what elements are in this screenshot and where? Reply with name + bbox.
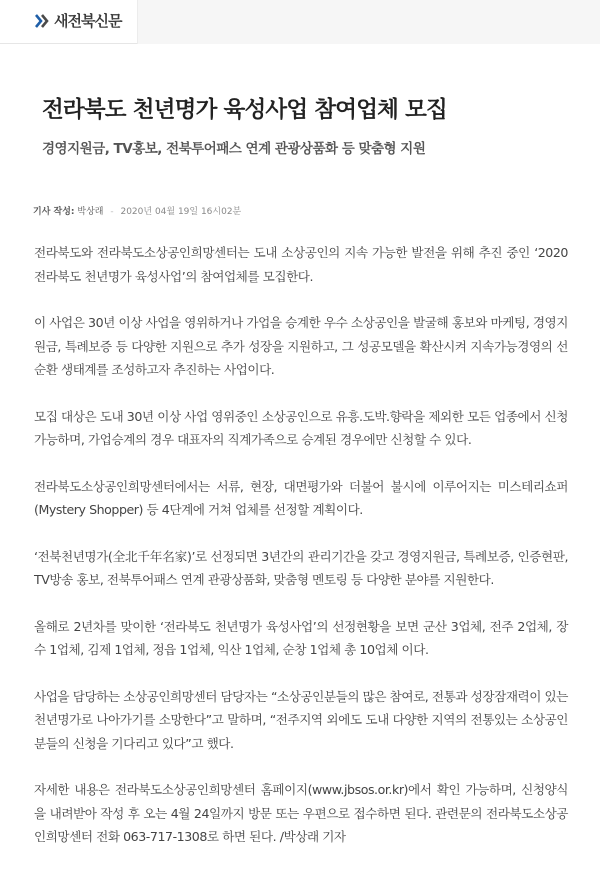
article-paragraph: ‘전북천년명가(全北千年名家)’로 선정되면 3년간의 관리기간을 갖고 경영지원금, 특례보증, 인증현판, TV방송 홍보, 전북투어패스 연계 관광상품화, 맞춤형 멘토링 등 다양한 분야를 지원한다. (34, 548, 568, 587)
article-title: 전라북도 천년명가 육성사업 참여업체 모집 (42, 97, 447, 123)
article-subtitle: 경영지원금, TV홍보, 전북투어패스 연계 관광상품화 등 맞춤형 지원 (42, 141, 426, 157)
article-paragraph: 전라북도와 전라북도소상공인희망센터는 도내 소상공인의 지속 가능한 발전을 위해 추진 중인 ‘2020 전라북도 천년명가 육성사업’의 참여업체를 모집한다. (34, 245, 568, 284)
author-name: 박상래 (77, 207, 104, 217)
article-paragraph: 자세한 내용은 전라북도소상공인희망센터 홈페이지(www.jbsos.or.kr)에서 확인 가능하며, 신청양식을 내려받아 작성 후 오는 4월 24일까지 방문 또는 우편으로 접수하면 된다. 관련문의 전라북도소상공인희망센터 전화 063-717-1308로 하면 된다. /박상래 기자 (34, 782, 568, 844)
publish-date: 2020년 04월 19일 16시02분 (120, 207, 242, 217)
article-paragraph: 올해로 2년차를 맞이한 ‘전라북도 천년명가 육성사업’의 선정현황을 보면 군산 3업체, 전주 2업체, 장수 1업체, 김제 1업체, 정읍 1업체, 익산 1업체, 순창 1업체 총 10업체 이다. (34, 618, 568, 657)
article-paragraph: 전라북도소상공인희망센터에서는 서류, 현장, 대면평가와 더불어 불시에 이루어지는 미스테리쇼퍼(Mystery Shopper) 등 4단계에 거쳐 업체를 선정할 계획이다. (34, 478, 568, 517)
article-paragraph: 모집 대상은 도내 30년 이상 사업 영위중인 소상공인으로 유흥.도박.향락을 제외한 모든 업종에서 신청가능하며, 가업승계의 경우 대표자의 직계가족으로 승계된 경우에만 신청할 수 있다. (34, 408, 568, 447)
meta-separator: - (110, 207, 114, 217)
article-body (34, 241, 568, 872)
site-logo[interactable] (33, 10, 121, 31)
author-label: 기사 작성: (33, 207, 75, 217)
site-logo-text: 새전북신문 (54, 12, 122, 30)
top-bar (0, 0, 600, 44)
sjb-logo-icon (33, 12, 51, 30)
article-paragraph: 이 사업은 30년 이상 사업을 영위하거나 가업을 승계한 우수 소상공인을 발굴해 홍보와 마케팅, 경영지원금, 특례보증 등 다양한 지원으로 추가 성장을 지원하고, 그 성공모델을 확산시켜 지속가능경영의 선순환 생태계를 조성하고자 추진하는 사업이다. (34, 315, 568, 377)
article-meta (33, 204, 241, 217)
article-paragraph: 사업을 담당하는 소상공인희망센터 담당자는 “소상공인분들의 많은 참여로, 전통과 성장잠재력이 있는 천년명가로 나아가기를 소망한다”고 말하며, “전주지역 외에도 도내 다양한 지역의 전통있는 소상공인 분들의 신청을 기다리고 있다”고 했다. (34, 688, 568, 751)
header-tab-area (137, 0, 600, 44)
